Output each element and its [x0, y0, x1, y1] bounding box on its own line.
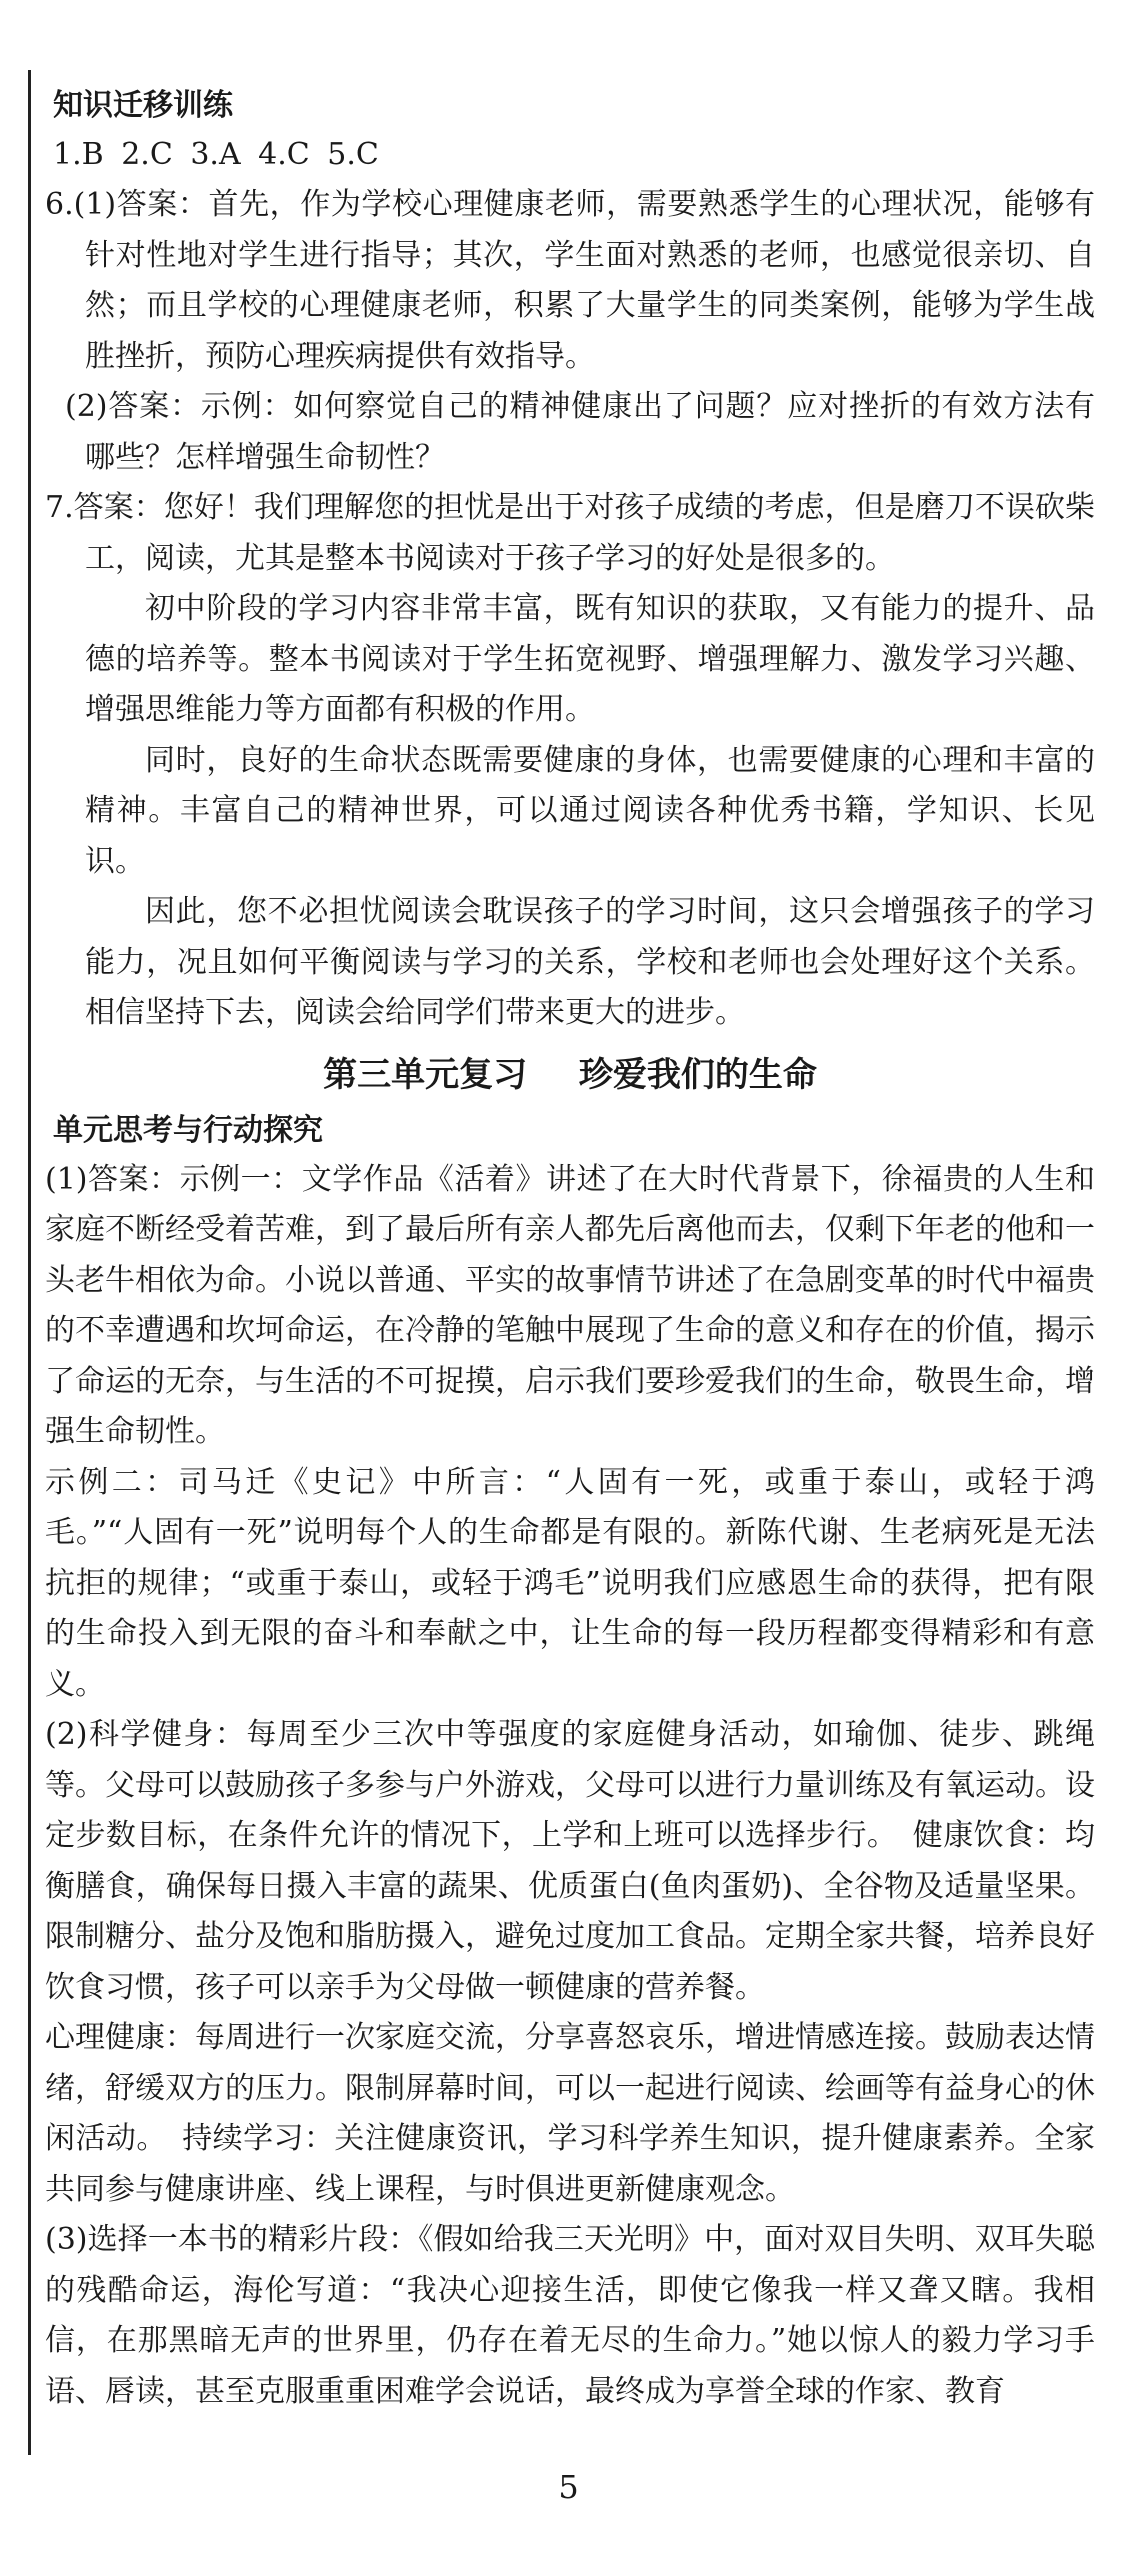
- page-number: 5: [558, 2468, 579, 2506]
- section-heading-knowledge-transfer: 知识迁移训练: [53, 88, 233, 123]
- page-content: [45, 82, 1095, 2417]
- left-margin-rule: [28, 70, 31, 2455]
- answer-1-example-2: 示例二：司马迁《史记》中所言：“人固有一死，或重于泰山，或轻于鸿毛。”“人固有一死”说明每个人的生命都是有限的。新陈代谢、生老病死是无法抗拒的规律；“或重于泰山，或轻于鸿毛”说明我们应感恩生命的获得，把有限的生命投入到无限的奋斗和奉献之中，让生命的每一段历程都变得精彩和有意义。: [45, 1464, 1095, 1702]
- unit-review-title: 第三单元复习 珍爱我们的生命: [323, 1054, 817, 1095]
- answer-q7: 7.答案：您好！我们理解您的担忧是出于对孩子成绩的考虑，但是磨刀不误砍柴工，阅读，尤其是整本书阅读对于孩子学习的好处是很多的。: [45, 490, 1095, 576]
- multiple-choice-answers: 1.B 2.C 3.A 4.C 5.C: [53, 137, 379, 172]
- answer-q6-part1: 6.(1)答案：首先，作为学校心理健康老师，需要熟悉学生的心理状况，能够有针对性地对学生进行指导；其次，学生面对熟悉的老师，也感觉很亲切、自然；而且学校的心理健康老师，积累了大量学生的同类案例，能够为学生战胜挫折，预防心理疾病提供有效指导。: [45, 187, 1095, 374]
- answer-q7-paragraph-2: 初中阶段的学习内容非常丰富，既有知识的获取，又有能力的提升、品德的培养等。整本书阅读对于学生拓宽视野、增强理解力、激发学习兴趣、增强思维能力等方面都有积极的作用。: [85, 591, 1095, 727]
- answer-q7-paragraph-4: 因此，您不必担忧阅读会耽误孩子的学习时间，这只会增强孩子的学习能力，况且如何平衡阅读与学习的关系，学校和老师也会处理好这个关系。相信坚持下去，阅读会给同学们带来更大的进步。: [85, 894, 1095, 1030]
- answer-2-fitness-diet: (2)科学健身：每周至少三次中等强度的家庭健身活动，如瑜伽、徒步、跳绳等。父母可以鼓励孩子多参与户外游戏，父母可以进行力量训练及有氧运动。设定步数目标，在条件允许的情况下，上学和上班可以选择步行。 健康饮食：均衡膳食，确保每日摄入丰富的蔬果、优质蛋白(鱼肉蛋奶)、全谷物及适量坚果。限制糖分、盐分及饱和脂肪摄入，避免过度加工食品。定期全家共餐，培养良好饮食习惯，孩子可以亲手为父母做一顿健康的营养餐。: [45, 1717, 1095, 2005]
- answer-q6-part2: (2)答案：示例：如何察觉自己的精神健康出了问题？应对挫折的有效方法有哪些？怎样增强生命韧性？: [65, 389, 1095, 475]
- answer-3-excerpt: (3)选择一本书的精彩片段：《假如给我三天光明》中，面对双目失明、双耳失聪的残酷命运，海伦写道：“我决心迎接生活，即使它像我一样又聋又瞎。我相信，在那黑暗无声的世界里，仍存在着无尽的生命力。”她以惊人的毅力学习手语、唇读，甚至克服重重困难学会说话，最终成为享誉全球的作家、教育: [45, 2222, 1095, 2409]
- answer-2-mental-learning: 心理健康：每周进行一次家庭交流，分享喜怒哀乐，增进情感连接。鼓励表达情绪，舒缓双方的压力。限制屏幕时间，可以一起进行阅读、绘画等有益身心的休闲活动。 持续学习：关注健康资讯，学习科学养生知识，提升健康素养。全家共同参与健康讲座、线上课程，与时俱进更新健康观念。: [45, 2020, 1095, 2207]
- answer-q7-paragraph-3: 同时，良好的生命状态既需要健康的身体，也需要健康的心理和丰富的精神。丰富自己的精神世界，可以通过阅读各种优秀书籍，学知识、长见识。: [85, 742, 1095, 879]
- section-heading-unit-thinking: 单元思考与行动探究: [53, 1112, 323, 1148]
- answer-1-example-1: (1)答案：示例一：文学作品《活着》讲述了在大时代背景下，徐福贵的人生和家庭不断经受着苦难，到了最后所有亲人都先后离他而去，仅剩下年老的他和一头老牛相依为命。小说以普通、平实的故事情节讲述了在急剧变革的时代中福贵的不幸遭遇和坎坷命运，在冷静的笔触中展现了生命的意义和存在的价值，揭示了命运的无奈，与生活的不可捉摸，启示我们要珍爱我们的生命，敬畏生命，增强生命韧性。: [45, 1161, 1095, 1449]
